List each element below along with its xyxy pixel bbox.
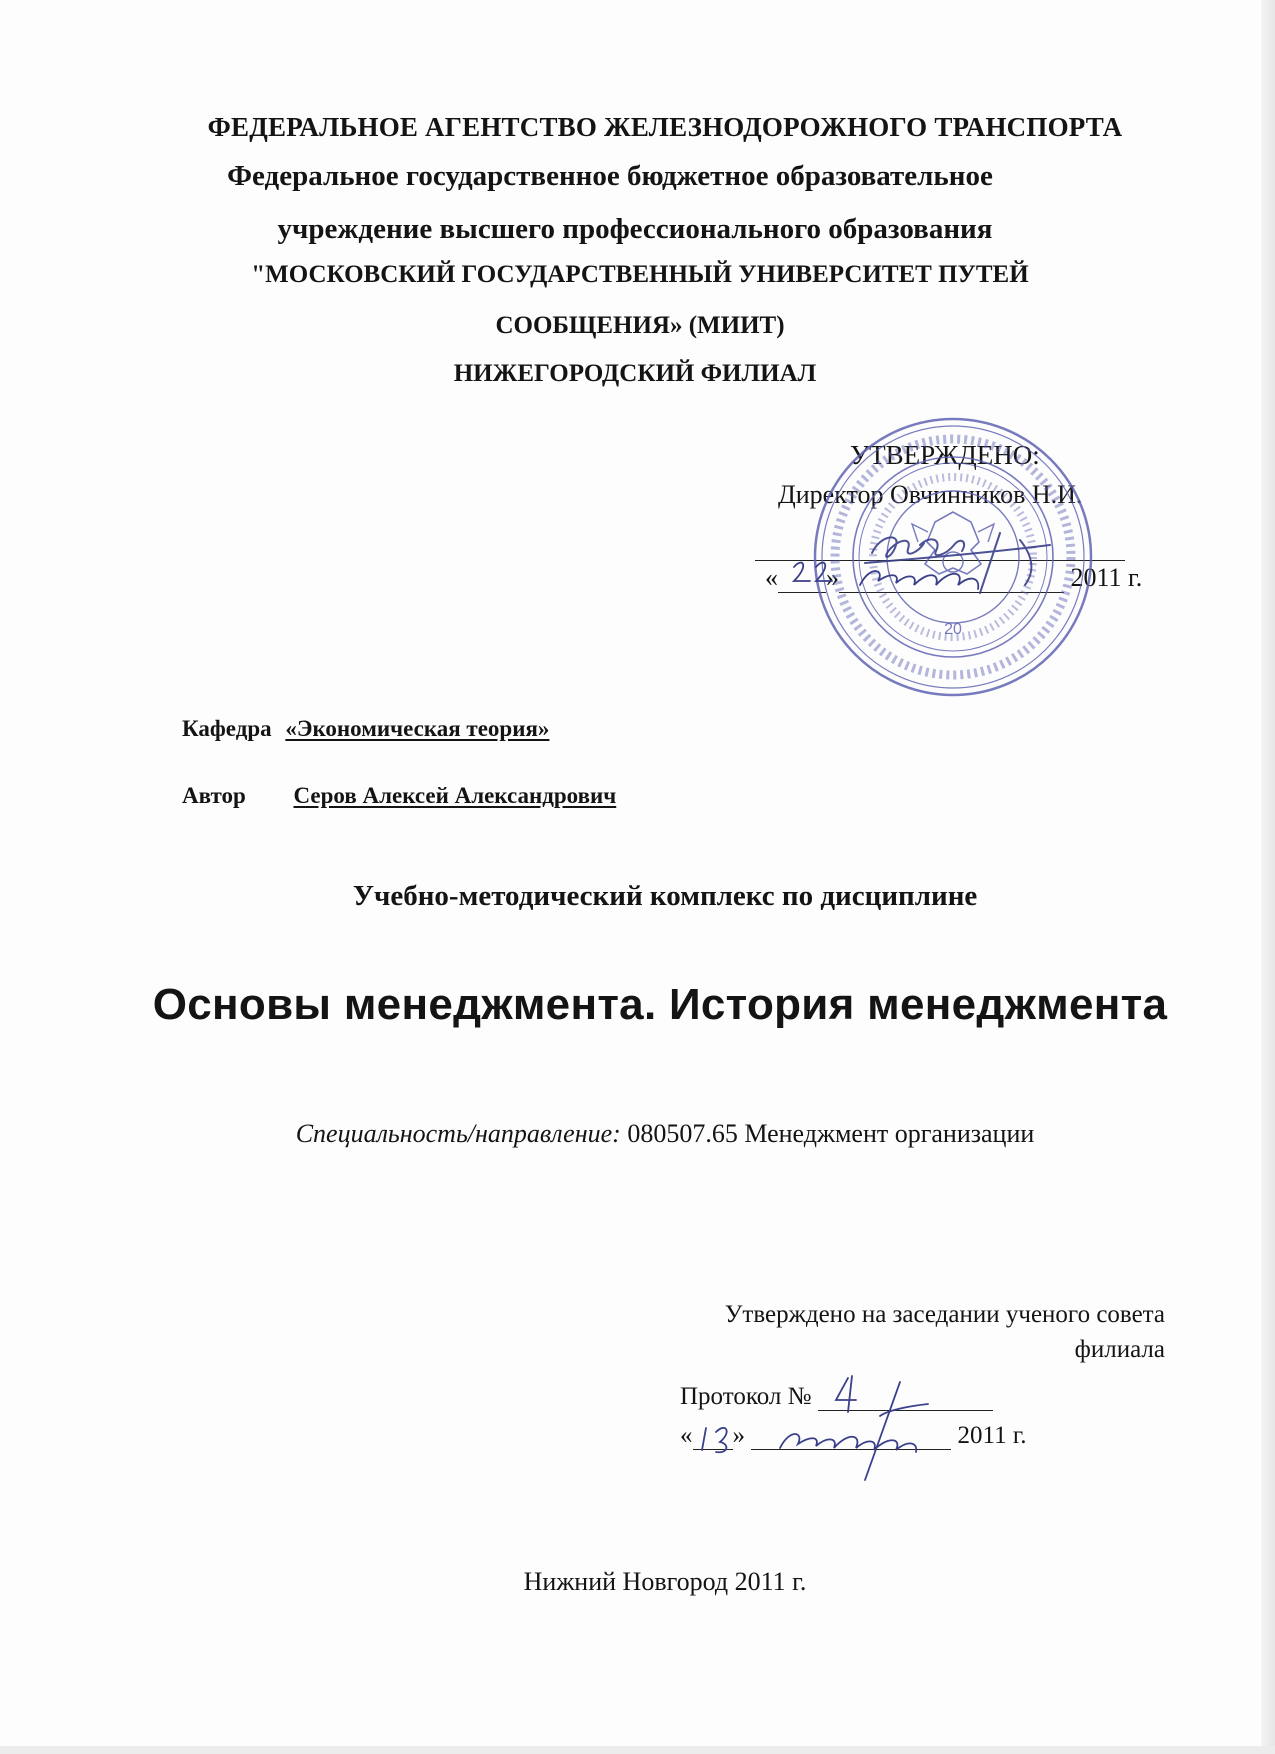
university-name-line1: "МОСКОВСКИЙ ГОСУДАРСТВЕННЫЙ УНИВЕРСИТЕТ ПУТЕЙ: [251, 261, 1029, 288]
protocol-date-open: «: [680, 1422, 693, 1449]
approval-date-year: 2011 г.: [1070, 563, 1143, 592]
seal-number: 20: [944, 621, 962, 638]
department-value: «Экономическая теория»: [285, 716, 550, 741]
specialty-line: [150, 1119, 1180, 1149]
approval-date-open: «: [765, 563, 778, 592]
approval-director: Директор Овчинников Н.И.: [778, 480, 1083, 509]
specialty-value: 080507.65 Менеджмент организации: [627, 1119, 1035, 1148]
specialty-label: Специальность/направление:: [295, 1119, 621, 1148]
institution-type-line1: Федеральное государственное бюджетное образовательное: [227, 160, 993, 192]
department-line: [182, 716, 549, 742]
city-year: Нижний Новгород 2011 г.: [523, 1567, 807, 1596]
approval-title: УТВЕРЖДЕНО:: [850, 440, 1040, 470]
author-line: [182, 783, 616, 809]
protocol-date-mid: »: [732, 1422, 745, 1449]
council-approval: [600, 1297, 1165, 1367]
scan-edge: [1261, 0, 1275, 1754]
author-value: Серов Алексей Александрович: [293, 783, 617, 808]
scan-edge-bottom: [0, 1746, 1275, 1754]
protocol-handwriting: [680, 1370, 1040, 1490]
council-line1: Утверждено на заседании ученого совета: [724, 1301, 1165, 1328]
protocol-date-year: 2011 г.: [957, 1422, 1027, 1449]
approval-date-mid: »: [826, 563, 839, 592]
approval-handwritten-date: [780, 555, 1030, 600]
umk-title: Учебно-методический комплекс по дисциплине: [352, 880, 978, 912]
agency-title: ФЕДЕРАЛЬНОЕ АГЕНТСТВО ЖЕЛЕЗНОДОРОЖНОГО ТРАНСПОРТА: [207, 112, 1123, 142]
branch-name: НИЖЕГОРОДСКИЙ ФИЛИАЛ: [453, 360, 817, 387]
institution-type-line2: учреждение высшего профессионального образования: [277, 213, 993, 245]
university-name-line2: СООБЩЕНИЯ» (МИИТ): [495, 312, 785, 339]
author-label: Автор: [182, 783, 246, 808]
protocol-label: Протокол №: [680, 1383, 812, 1410]
council-line2: филиала: [1074, 1336, 1165, 1363]
discipline-title: Основы менеджмента. История менеджмента: [152, 980, 1168, 1029]
department-label: Кафедра: [182, 716, 272, 741]
